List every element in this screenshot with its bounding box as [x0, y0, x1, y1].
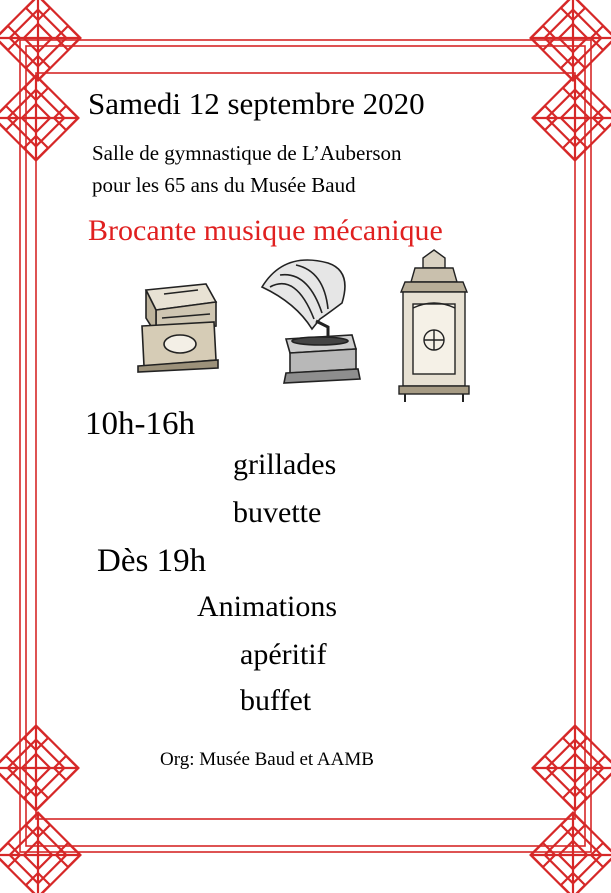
daytime-slot: 10h-16h: [85, 406, 195, 442]
event-date: Samedi 12 septembre 2020: [88, 86, 425, 121]
activity-buvette: buvette: [233, 496, 322, 529]
knot-ornament-right-upper: [533, 76, 611, 161]
evening-slot: Dès 19h: [97, 543, 207, 579]
orchestrion-cabinet-illustration: [395, 248, 473, 402]
gramophone-illustration: [256, 257, 366, 387]
knot-ornament-right-lower: [533, 726, 611, 811]
activity-aperitif: apéritif: [240, 638, 327, 671]
knot-ornament-left-lower: [0, 726, 78, 811]
venue-line: Salle de gymnastique de L’Auberson: [92, 141, 402, 165]
music-box-illustration: [134, 282, 220, 374]
organizer-credit: Org: Musée Baud et AAMB: [160, 749, 374, 770]
activity-buffet: buffet: [240, 684, 312, 717]
event-headline: Brocante musique mécanique: [88, 214, 443, 247]
activity-grillades: grillades: [233, 448, 337, 481]
knot-ornament-left-upper: [0, 76, 78, 161]
occasion-line: pour les 65 ans du Musée Baud: [92, 173, 356, 197]
activity-animations: Animations: [197, 590, 337, 623]
